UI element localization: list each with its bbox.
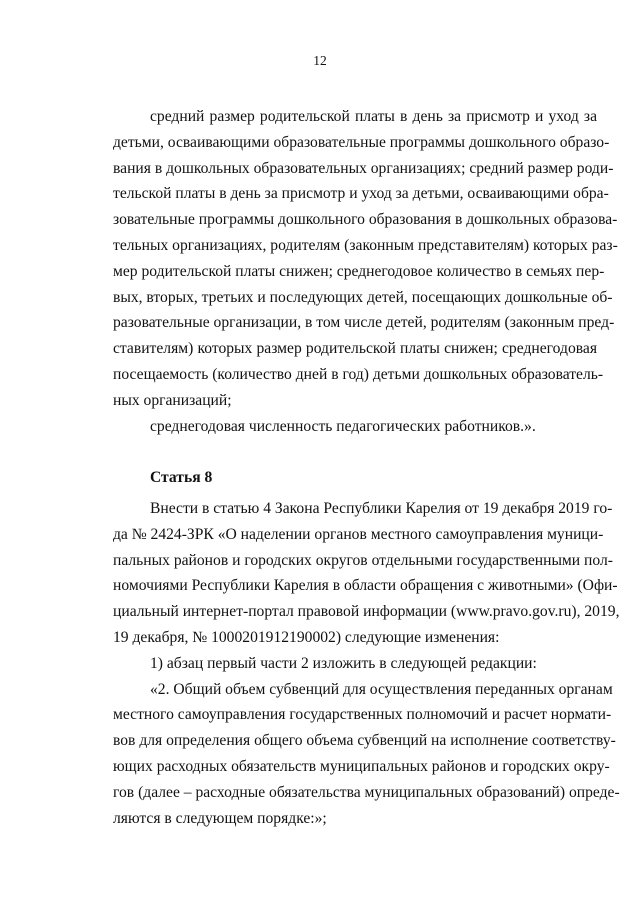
text-line: мер родительской платы снижен; среднегодовое количество в семьях пер-: [113, 262, 605, 280]
text-line: циальный интернет-портал правовой информации (www.pravo.gov.ru), 2019,: [113, 603, 620, 621]
text-line: посещаемость (количество дней в год) детьми дошкольных образователь-: [113, 365, 604, 383]
text-line: тельных организациях, родителям (законным представителям) которых раз-: [113, 236, 618, 254]
text-line: ющих расходных обязательств муниципальных районов и городских окру-: [113, 757, 610, 775]
text-line: ставителям) которых размер родительской платы снижен; среднегодовая: [113, 340, 597, 358]
text-line: детьми, осваивающими образовательные программы дошкольного образо-: [113, 133, 610, 151]
text-line: гов (далее – расходные обязательства муниципальных образований) опреде-: [113, 783, 620, 801]
text-line: 19 декабря, № 1000201912190002) следующие изменения:: [113, 628, 500, 646]
text-line: зовательные программы дошкольного образования в дошкольных образова-: [113, 211, 618, 229]
text-line: «2. Общий объем субвенций для осуществления переданных органам: [150, 680, 613, 698]
text-line: да № 2424-ЗРК «О наделении органов местного самоуправления муници-: [113, 525, 604, 543]
text-line: разовательные организации, в том числе детей, родителям (законным пред-: [113, 314, 615, 332]
page-number: 12: [313, 53, 327, 68]
article-heading: Статья 8: [150, 469, 213, 486]
text-line: 1) абзац первый части 2 изложить в следующей редакции:: [150, 654, 537, 672]
paragraph-block-parent-fee: [113, 104, 618, 439]
text-line: вания в дошкольных образовательных организациях; средний размер роди-: [113, 159, 614, 177]
text-line: пальных районов и городских округов отдельными государственными пол-: [113, 551, 613, 569]
text-line: тельской платы в день за присмотр и уход за детьми, осваивающими обра-: [113, 185, 609, 203]
text-line: вов для определения общего объема субвенций на исполнение соответству-: [113, 732, 616, 750]
text-line: местного самоуправления государственных полномочий и расчет нормати-: [113, 706, 612, 724]
text-line: вых, вторых, третьих и последующих детей, посещающих дошкольные об-: [113, 288, 613, 306]
text-line: ных организаций;: [113, 391, 232, 409]
text-line: ляются в следующем порядке:»;: [113, 809, 327, 827]
text-line: среднегодовая численность педагогических работников.».: [150, 417, 536, 435]
text-line: средний размер родительской платы в день за присмотр и уход за: [150, 108, 597, 125]
text-line: номочиями Республики Карелия в области обращения с животными» (Офи-: [113, 577, 618, 595]
text-line: Внести в статью 4 Закона Республики Карелия от 19 декабря 2019 го-: [150, 500, 613, 517]
paragraph-block-article-8: [113, 496, 620, 831]
